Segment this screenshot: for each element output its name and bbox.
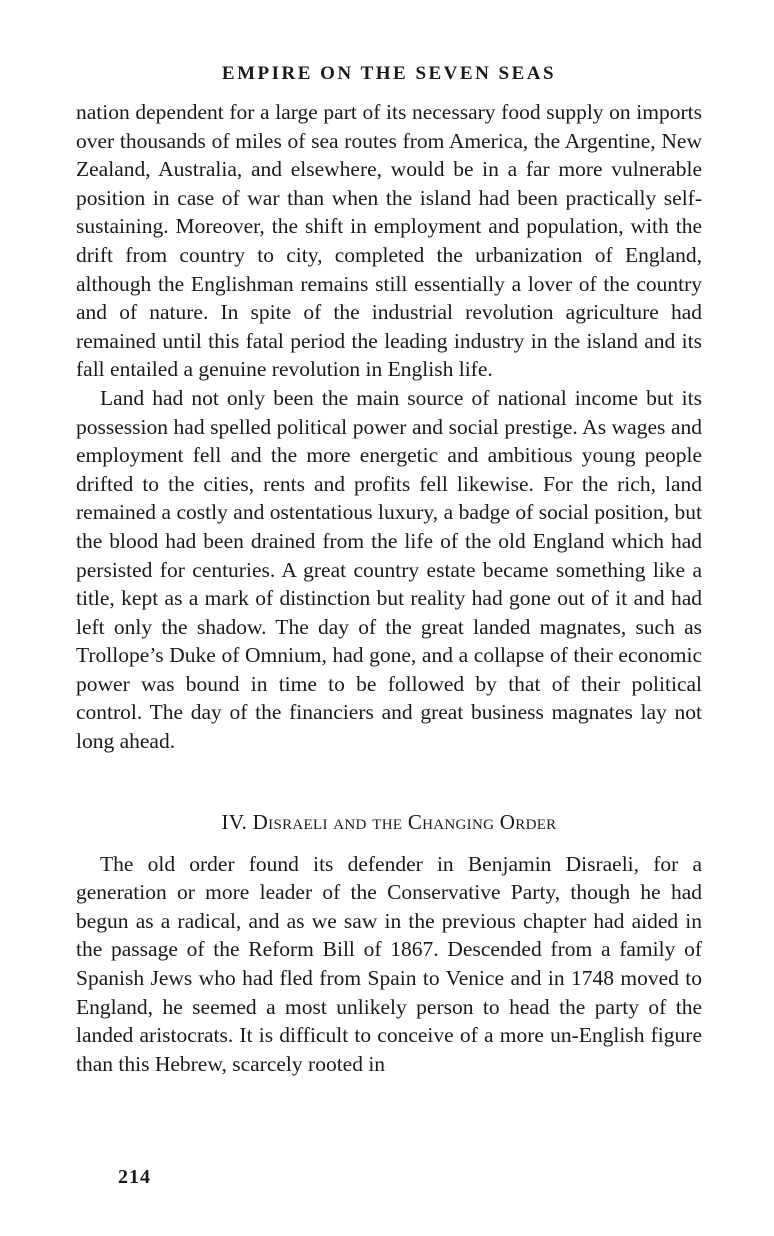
paragraph-disraeli: The old order found its defender in Benjamin Disraeli, for a generation or more leader of the Conservative Party, though he had begun as a radical, and as we saw in the previous chapter had aided in the passage of the Reform Bill of 1867. Descended from a family of Spanish Jews who had fled from Spain to Venice and in 1748 moved to England, he seemed a most unlikely person to head the party of the landed aristocrats. It is difficult to conceive of a more un-English figure than this Hebrew, scarcely rooted in [76, 851, 702, 1076]
book-page [76, 62, 702, 1078]
paragraph-continued: nation dependent for a large part of its necessary food supply on imports over thousands of miles of sea routes from America, the Argentine, New Zealand, Australia, and elsewhere, would be in a far more vulnerable position in case of war than when the island had been practically self-sustaining. Moreover, the shift in employment and population, with the drift from country to city, completed the urbanization of England, although the Englishman remains still essentially a lover of the country and of nature. In spite of the industrial revolution agriculture had remained until this fatal period the leading industry in the island and its fall entailed a genuine revolution in English life. [76, 100, 702, 382]
paragraph-land: Land had not only been the main source of national income but its possession had spelled political power and social prestige. As wages and employment fell and the more energetic and ambitious young people drifted to the cities, rents and profits fell likewise. For the rich, land remained a costly and ostentatious luxury, a badge of social position, but the blood had been drained from the life of the old England which had persisted for centuries. A great country estate became something like a title, kept as a mark of distinction but reality had gone out of it and had left only the shadow. The day of the great landed magnates, such as Trollope’s Duke of Omnium, had gone, and a collapse of their economic power was bound in time to be followed by that of their political control. The day of the financiers and great business magnates lay not long ahead. [76, 385, 702, 754]
section-heading: IV. Disraeli and the Changing Order [221, 809, 557, 834]
running-head: EMPIRE ON THE SEVEN SEAS [221, 63, 557, 84]
page-number: 214 [118, 1166, 151, 1188]
